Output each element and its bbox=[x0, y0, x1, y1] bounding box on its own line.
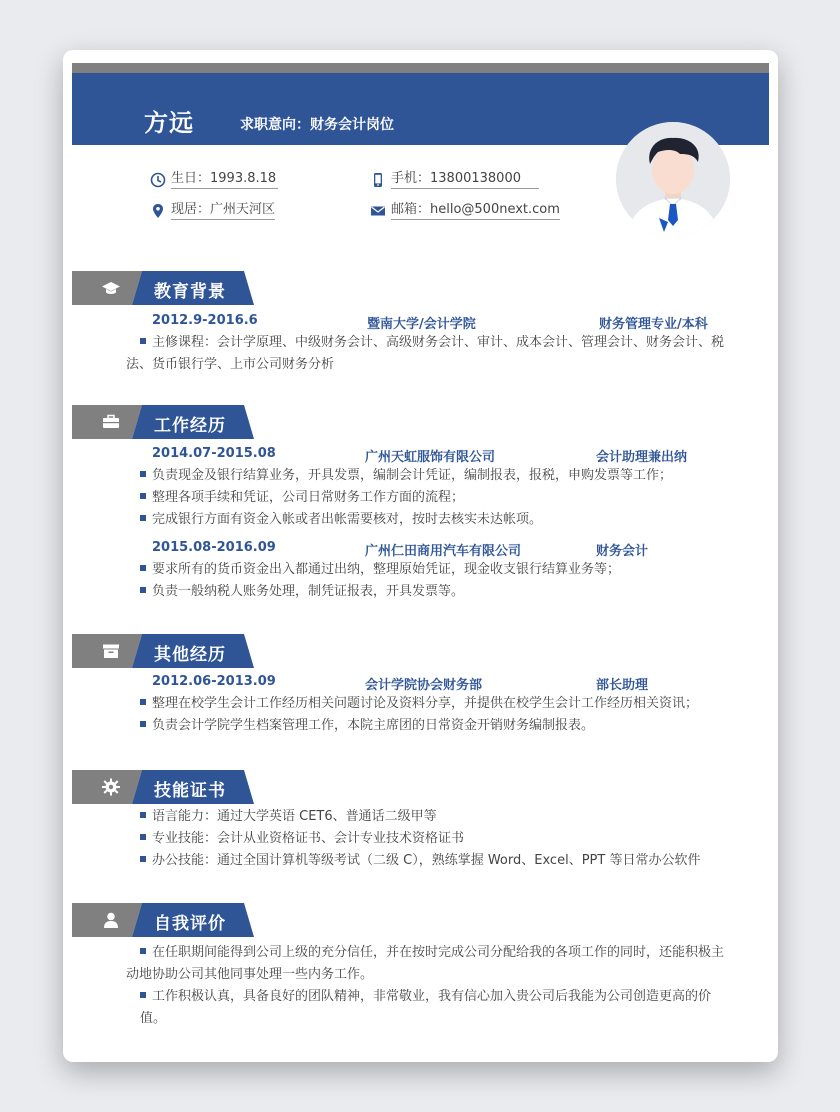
gear-icon bbox=[101, 778, 121, 796]
job1-item-1: 负责现金及银行结算业务，开具发票，编制会计凭证，编制报表，报税，申购发票等工作； bbox=[140, 465, 725, 487]
clock-icon bbox=[150, 172, 166, 188]
job2-item-2: 负责一般纳税人账务处理，制凭证报表，开具发票等。 bbox=[140, 581, 725, 603]
section-work-header bbox=[72, 405, 257, 439]
edu-major: 财务管理专业/本科 bbox=[599, 317, 708, 332]
job1-item-2: 整理各项手续和凭证，公司日常财务工作方面的流程； bbox=[140, 487, 725, 509]
edu-school: 暨南大学/会计学院 bbox=[367, 317, 476, 332]
job1-item-3: 完成银行方面有资金入帐或者出帐需要核对，按时去核实未达帐项。 bbox=[140, 509, 725, 531]
other-role: 部长助理 bbox=[596, 678, 649, 693]
self-item-2: 工作积极认真，具备良好的团队精神，非常敬业，我有信心加入贵公司后我能为公司创造更高的价值。 bbox=[140, 989, 712, 1026]
edu-courses-line1: 主修课程：会计学原理、中级财务会计、高级财务会计、审计、成本会计、管理会计、财务会计、税 bbox=[152, 335, 725, 350]
briefcase-icon bbox=[101, 413, 121, 431]
birth-text: 生日：1993.8.18 bbox=[171, 171, 278, 189]
other-date: 2012.06-2013.09 bbox=[152, 674, 276, 689]
section-work-title: 工作经历 bbox=[154, 416, 226, 436]
job2-company: 广州仁田商用汽车有限公司 bbox=[365, 544, 522, 559]
bullet-square bbox=[140, 834, 146, 840]
resume-page bbox=[63, 50, 778, 1062]
graduation-cap-icon bbox=[101, 279, 121, 297]
skill-item-3: 办公技能：通过全国计算机等级考试（二级 C），熟练掌握 Word、Excel、PPT 等日常办公软件 bbox=[140, 850, 725, 872]
job1-date: 2014.07-2015.08 bbox=[152, 446, 276, 461]
bullet-square bbox=[140, 565, 146, 571]
location-info bbox=[150, 202, 275, 220]
envelope-icon bbox=[370, 203, 386, 219]
bullet-square bbox=[140, 721, 146, 727]
job1-role: 会计助理兼出纳 bbox=[596, 450, 688, 465]
job-intent: 求职意向：财务会计岗位 bbox=[240, 117, 394, 133]
bullet-square bbox=[140, 812, 146, 818]
avatar bbox=[616, 122, 730, 236]
section-other-header bbox=[72, 634, 257, 668]
skill-item-2: 专业技能：会计从业资格证书、会计专业技术资格证书 bbox=[140, 828, 725, 850]
section-skills-title: 技能证书 bbox=[154, 781, 226, 801]
edu-courses-line2: 法、货币银行学、上市公司财务分析 bbox=[126, 357, 335, 372]
phone-text: 手机：13800138000 bbox=[391, 171, 539, 189]
bullet-square bbox=[140, 948, 146, 954]
other-item-1: 整理在校学生会计工作经历相关问题讨论及资料分享，并提供在校学生会计工作经历相关资讯； bbox=[140, 693, 725, 715]
user-icon bbox=[101, 911, 121, 929]
top-gray-strip bbox=[72, 63, 769, 73]
avatar-illustration bbox=[616, 122, 730, 236]
section-other-title: 其他经历 bbox=[154, 645, 226, 665]
bullet-square bbox=[140, 338, 146, 344]
section-self-header bbox=[72, 903, 257, 937]
bullet-square bbox=[140, 856, 146, 862]
email-text: 邮箱：hello@500next.com bbox=[391, 202, 560, 220]
email-info bbox=[370, 202, 560, 220]
archive-box-icon bbox=[101, 642, 121, 660]
location-text: 现居：广州天河区 bbox=[171, 202, 275, 220]
self-item-1: 在任职期间能得到公司上级的充分信任，并在按时完成公司分配给我的各项工作的同时，还能积极主 动地协助公司其他同事处理一些内务工作。 bbox=[126, 945, 725, 982]
other-item-2: 负责会计学院学生档案管理工作，本院主席团的日常资金开销财务编制报表。 bbox=[140, 715, 725, 737]
other-org: 会计学院协会财务部 bbox=[365, 678, 483, 693]
section-skills-header bbox=[72, 770, 257, 804]
edu-courses bbox=[126, 332, 725, 376]
job2-date: 2015.08-2016.09 bbox=[152, 540, 276, 555]
candidate-name: 方远 bbox=[144, 109, 194, 137]
section-self-title: 自我评价 bbox=[154, 914, 226, 934]
phone-icon bbox=[370, 172, 386, 188]
edu-date: 2012.9-2016.6 bbox=[152, 313, 258, 328]
skill-item-1: 语言能力：通过大学英语 CET6、普通话二级甲等 bbox=[140, 806, 725, 828]
section-education-title: 教育背景 bbox=[154, 282, 226, 302]
job2-item-1: 要求所有的货币资金出入都通过出纳，整理原始凭证，现金收支银行结算业务等； bbox=[140, 559, 725, 581]
bullet-square bbox=[140, 493, 146, 499]
location-pin-icon bbox=[150, 203, 166, 219]
bullet-square bbox=[140, 515, 146, 521]
section-education-header bbox=[72, 271, 257, 305]
bullet-square bbox=[140, 587, 146, 593]
birth-info bbox=[150, 171, 278, 189]
bullet-square bbox=[140, 699, 146, 705]
job1-company: 广州天虹服饰有限公司 bbox=[365, 450, 496, 465]
bullet-square bbox=[140, 471, 146, 477]
bullet-square bbox=[140, 992, 146, 998]
phone-info bbox=[370, 171, 539, 189]
job2-role: 财务会计 bbox=[596, 544, 649, 559]
